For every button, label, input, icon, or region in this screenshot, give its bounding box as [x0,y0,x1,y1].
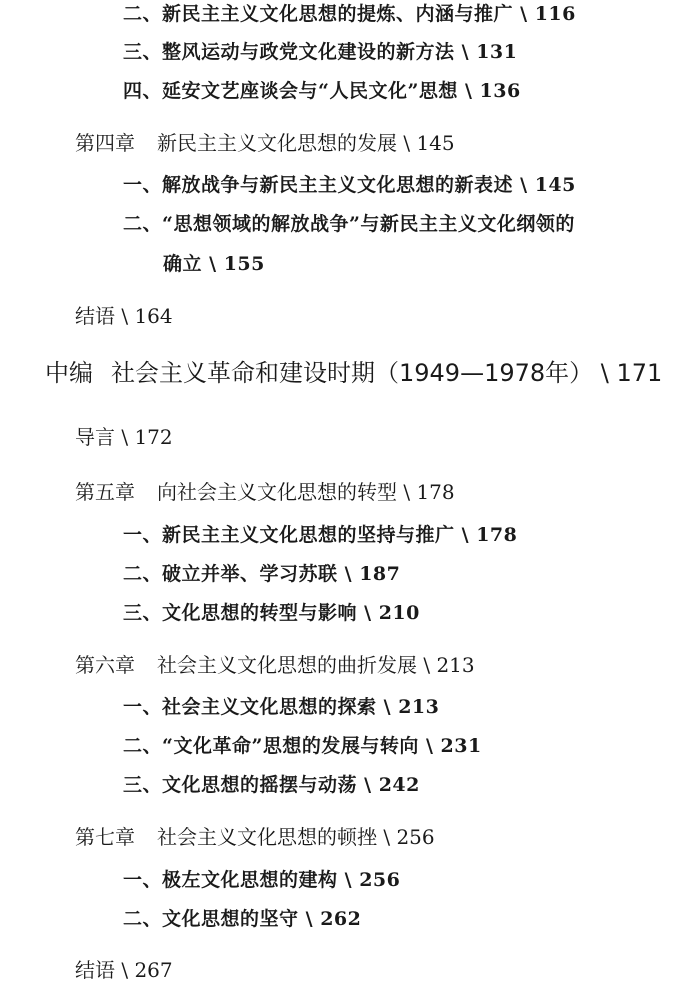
toc-entry: 一、社会主义文化思想的探索 \ 213 [123,696,440,718]
toc-entry: 四、延安文艺座谈会与“人民文化”思想 \ 136 [123,80,521,102]
toc-entry: 二、文化思想的坚守 \ 262 [123,908,362,930]
toc-entry: 二、新民主主义文化思想的提炼、内涵与推广 \ 116 [123,3,576,25]
toc-entry: 三、文化思想的摇摆与动荡 \ 242 [123,774,420,796]
toc-entry: 二、“思想领域的解放战争”与新民主主义文化纲领的 [123,213,575,235]
chapter-heading: 第六章 社会主义文化思想的曲折发展 \ 213 [75,653,475,677]
chapter-heading: 第五章 向社会主义文化思想的转型 \ 178 [75,480,455,504]
chapter-heading: 第七章 社会主义文化思想的顿挫 \ 256 [75,825,435,849]
part-heading: 中编 社会主义革命和建设时期（1949—1978年） \ 171 [45,359,663,387]
toc-entry: 一、新民主主义文化思想的坚持与推广 \ 178 [123,524,518,546]
toc-entry: 一、极左文化思想的建构 \ 256 [123,869,401,891]
toc-entry: 一、解放战争与新民主主义文化思想的新表述 \ 145 [123,174,576,196]
chapter-heading: 第四章 新民主主义文化思想的发展 \ 145 [75,131,455,155]
conclusion-heading: 结语 \ 164 [75,304,173,328]
toc-entry: 三、文化思想的转型与影响 \ 210 [123,602,420,624]
conclusion-heading: 结语 \ 267 [75,958,173,982]
toc-entry: 二、“文化革命”思想的发展与转向 \ 231 [123,735,482,757]
toc-entry-continuation: 确立 \ 155 [163,253,265,275]
toc-entry: 三、整风运动与政党文化建设的新方法 \ 131 [123,41,518,63]
introduction-heading: 导言 \ 172 [75,425,173,449]
toc-entry: 二、破立并举、学习苏联 \ 187 [123,563,401,585]
